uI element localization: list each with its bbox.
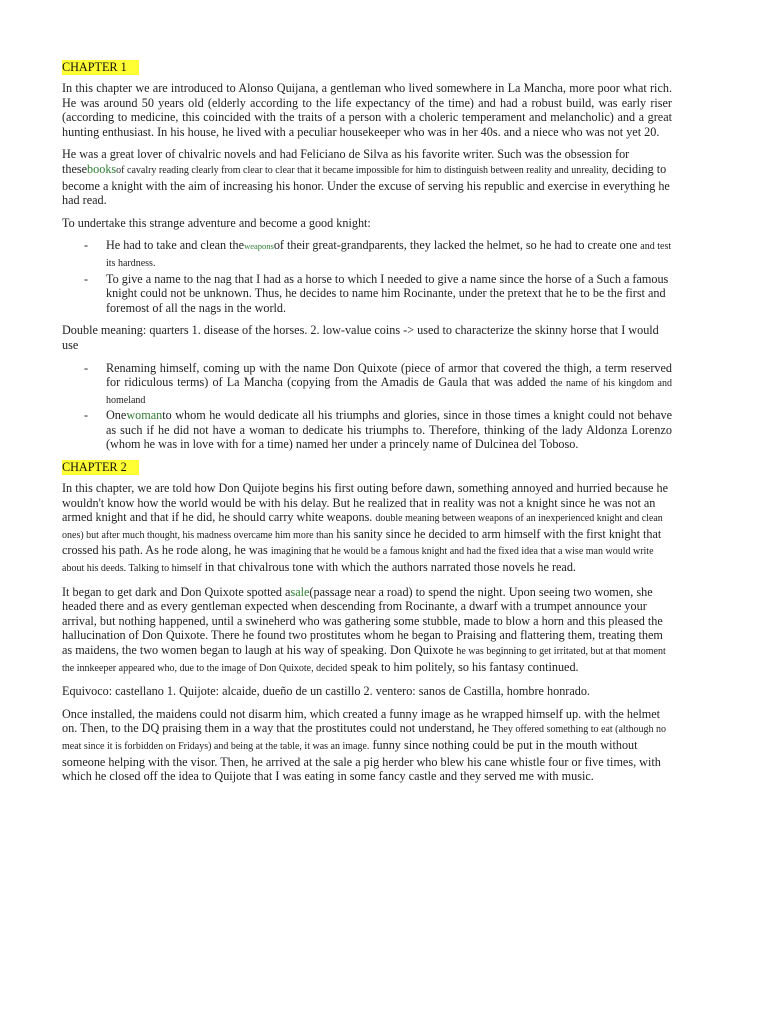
chapter-1-paragraph-1: In this chapter we are introduced to Alonso Quijana, a gentleman who lived somewhere in La Mancha, more poor what rich. He was around 50 years old (elderly according to the life expectancy of the time) and had a robust build, was early riser (according to medicine, this coincided with the traits of a person with a choleric temperament and melancholic) and a great hunting enthusiast. In his house, he lived with a peculiar housekeeper who was in her 40s. and a niece who was not yet 20.: [62, 81, 672, 139]
paragraph-text: deciding to become a knight with the aim of increasing his honor. Under the excuse of serving his republic and exercise in everything he had read.: [62, 161, 670, 208]
paragraph-text-small: he was beginning to get irritated, but at that moment the innkeeper appeared who, due to the image of Don Quixote, decided: [62, 646, 666, 674]
list-item-text: He had to take and clean the: [106, 238, 245, 253]
list-item-text: of their great-grandparents, they lacked the helmet, so he had to create one: [273, 238, 638, 253]
paragraph-text: speak to him politely, so his fantasy continued.: [350, 659, 579, 674]
paragraph-text-small: double meaning between weapons of an inexperienced knight and clean ones) but after much thought, his madness overcame him more than: [62, 513, 663, 541]
highlighted-word-sale: sale: [290, 584, 310, 599]
chapter-1-list-1: [62, 238, 672, 315]
dash-bullet: -: [84, 360, 89, 375]
list-item-text: To give a name to the nag that I had as a horse to which I needed to give a name since the horse of a Such a famous knight could not be unknown. Thus, he decides to name him Rocinante, under the pretext that he to be the first and foremost of all the nags in the world.: [106, 271, 669, 315]
paragraph-text: in that chivalrous tone with which the authors narrated those novels he read.: [204, 560, 576, 575]
dash-bullet: -: [84, 238, 89, 253]
paragraph-text: Once installed, the maidens could not disarm him, which created a funny image as he wrapped himself up. with the helmet on. Then, to the DQ praising them in a way that the prostitutes could not understand, he: [62, 706, 661, 736]
highlighted-word-weapons: weapons: [244, 241, 274, 252]
paragraph-text-small: imagining that he would be a famous knight and had the fixed idea that a wise man would write about his deeds. Talking to himself: [62, 546, 654, 575]
highlighted-word-books: books: [87, 161, 117, 176]
chapter-2-paragraph-2: [62, 585, 672, 677]
list-item-text-small: the name of his kingdom and homeland: [106, 378, 672, 406]
list-item-text: One: [106, 408, 127, 423]
chapter-2-paragraph-3: Equivoco: castellano 1. Quijote: alcaide, dueño de un castillo 2. ventero: sanos de Castilla, hombre honrado.: [62, 684, 590, 699]
document-body: [62, 60, 672, 792]
paragraph-text: In this chapter, we are told how Don Quijote begins his first outing before dawn, something annoyed and hurried because he wouldn't know how the world would be with his delay. But he realized that in reality was not a knight since he was not an armed knight and that if he did, he should carry white weapons.: [62, 481, 669, 525]
list-item-text-small: and test its hardness.: [106, 241, 672, 269]
highlighted-word-woman: woman: [126, 408, 163, 423]
chapter-1-paragraph-3: To undertake this strange adventure and become a good knight:: [62, 215, 371, 230]
paragraph-text: his sanity since he decided to arm himself with the first knight that crossed his path. As he rode along, he was: [62, 526, 662, 558]
chapter-2-paragraph-1: [62, 481, 672, 577]
chapter-2-paragraph-4: [62, 707, 672, 784]
paragraph-text: It began to get dark and Don Quixote spotted a: [62, 584, 291, 599]
list-item: [62, 238, 672, 271]
paragraph-text-small: of cavalry reading clearly from clear to clear that it became impossible for him to distinguish between reality and unreality,: [116, 164, 609, 176]
paragraph-text: (passage near a road) to spend the night. Upon seeing two women, she headed there and as every gentleman expected when descending from Rocinante, a dwarf with a trumpet announce your arrival, but nothing happened, until a swineherd who was gathering some stubble, made to blow a horn and this pleased the hallucination of Don Quixote. There he found two prostitutes whom he began to Praising and flattering them, treating them as maidens, the two women began to laugh at his way of speaking. Don Quixote: [62, 584, 663, 657]
list-item: [62, 408, 672, 452]
chapter-1-list-2: [62, 361, 672, 453]
chapter-1-paragraph-4: Double meaning: quarters 1. disease of the horses. 2. low-value coins -> used to characterize the skinny horse that I would use: [62, 323, 659, 352]
chapter-1-heading: CHAPTER 1: [62, 60, 139, 75]
list-item-text: Renaming himself, coming up with the name Don Quixote (piece of armor that covered the thigh, a term reserved for ridiculous terms) of La Mancha (copying from the Amadis de Gaula that was added: [106, 360, 672, 390]
list-item: [62, 361, 672, 409]
list-item: [62, 272, 672, 316]
paragraph-text: He was a great lover of chivalric novels and had Feliciano de Silva as his favorite writer. Such was the obsession for these: [62, 147, 630, 176]
dash-bullet: -: [84, 271, 89, 286]
chapter-1-paragraph-2: [62, 147, 672, 207]
dash-bullet: -: [84, 408, 89, 423]
list-item-text: to whom he would dedicate all his triumphs and glories, since in those times a knight could not behave as such if he did not have a woman to dedicate his triumphs to. Therefore, thinking of the lady Aldonza Lorenzo (whom he was in love with for a time) named her under a princely name of Dulcinea del Toboso.: [106, 408, 672, 452]
paragraph-text-small: They offered something to eat (although no meat since it is forbidden on Fridays) and being at the table, it was an image.: [62, 724, 666, 752]
paragraph-text: funny since nothing could be put in the mouth without someone helping with the visor. Then, he arrived at the sale a pig herder who blew his cane whistle four or five times, with which he closed off the idea to Quijote that I was eating in some fancy castle and they served me with music.: [62, 737, 661, 784]
chapter-2-heading: CHAPTER 2: [62, 460, 139, 475]
